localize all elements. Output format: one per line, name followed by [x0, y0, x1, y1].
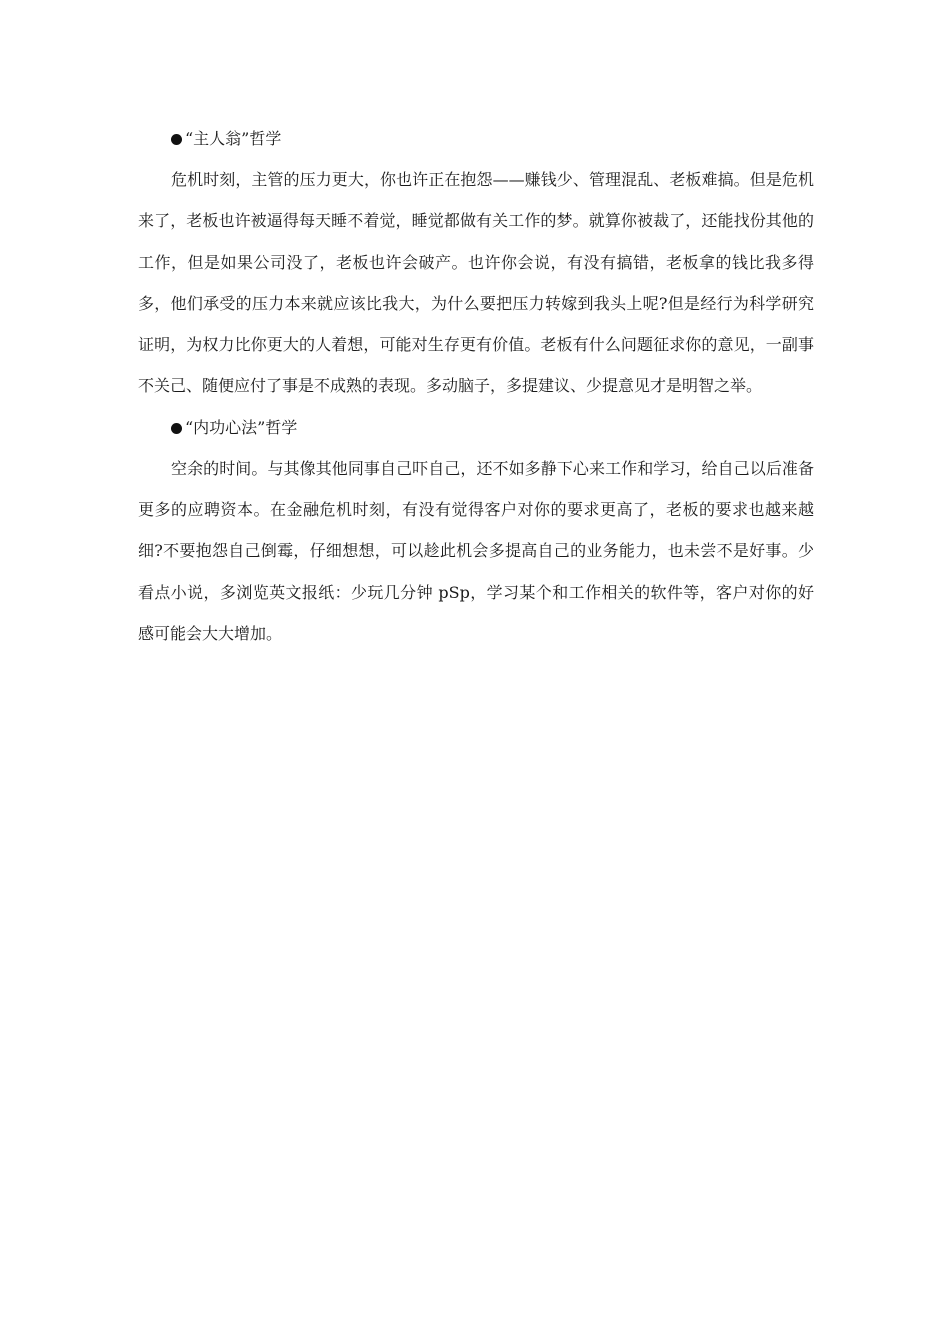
- section-body-inner-skill-philosophy: 空余的时间。与其像其他同事自己吓自己，还不如多静下心来工作和学习，给自己以后准备更多的应聘资本。在金融危机时刻，有没有觉得客户对你的要求更高了，老板的要求也越来越细?不要抱怨自己倒霉，仔细想想，可以趁此机会多提高自己的业务能力，也未尝不是好事。少看点小说，多浏览英文报纸：少玩几分钟 pSp，学习某个和工作相关的软件等，客户对你的好感可能会大大增加。: [138, 458, 814, 643]
- section-heading-text: “主人翁”哲学: [185, 129, 282, 148]
- section-heading-inner-skill-philosophy: [138, 407, 814, 448]
- bullet-icon: [171, 423, 182, 434]
- section-body-owner-philosophy: 危机时刻，主管的压力更大，你也许正在抱怨——赚钱少、管理混乱、老板难搞。但是危机来了，老板也许被逼得每天睡不着觉，睡觉都做有关工作的梦。就算你被裁了，还能找份其他的工作，但是如果公司没了，老板也许会破产。也许你会说，有没有搞错，老板拿的钱比我多得多，他们承受的压力本来就应该比我大，为什么要把压力转嫁到我头上呢?但是经行为科学研究证明，为权力比你更大的人着想，可能对生存更有价值。老板有什么问题征求你的意见，一副事不关己、随便应付了事是不成熟的表现。多动脑子，多提建议、少提意见才是明智之举。: [138, 170, 814, 396]
- document-page: [138, 118, 814, 654]
- bullet-icon: [171, 134, 182, 145]
- section-heading-text: “内功心法”哲学: [185, 417, 298, 437]
- section-heading-owner-philosophy: [138, 118, 814, 159]
